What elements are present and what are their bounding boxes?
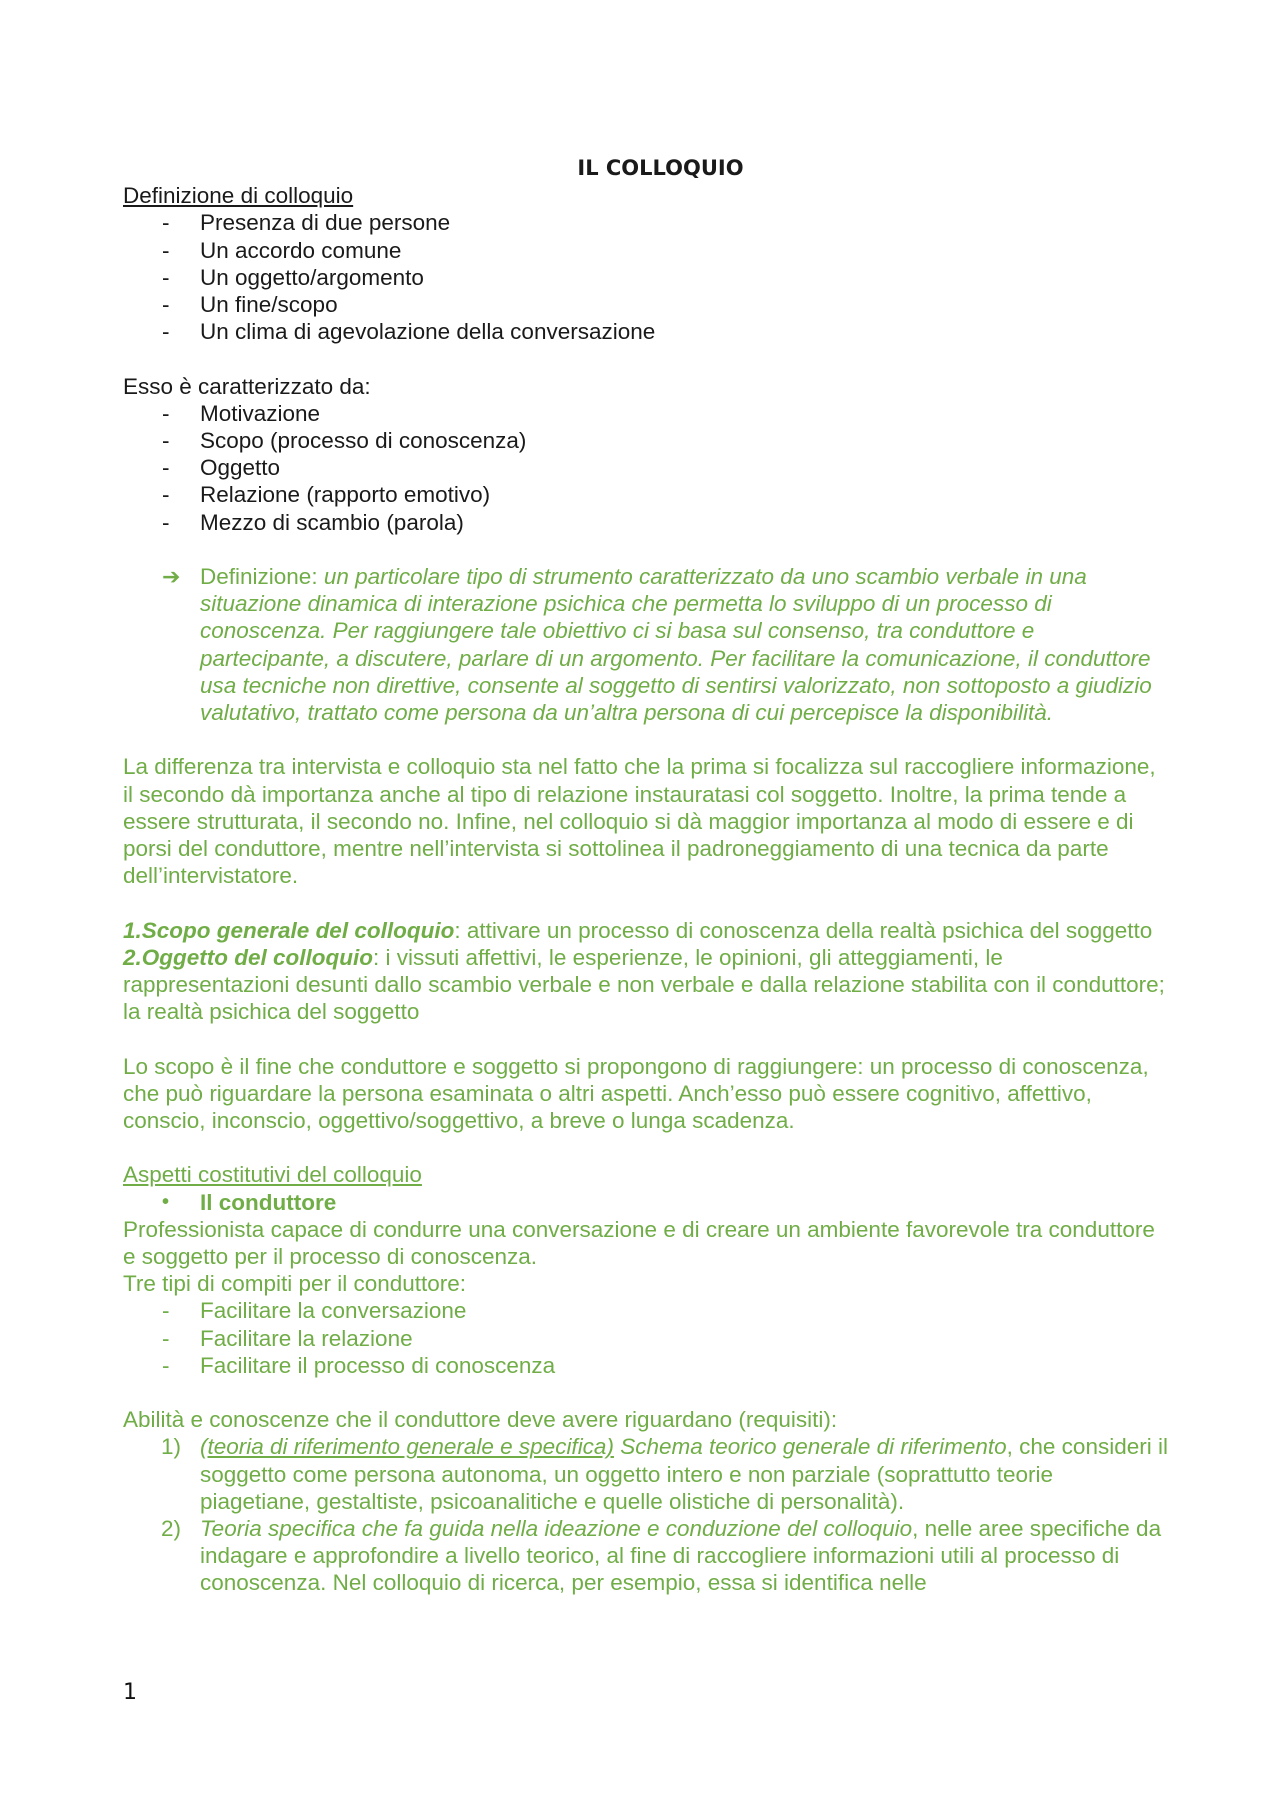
conduttore-description: Professionista capace di condurre una conversazione e di creare un ambiente favorevole tra conduttore e soggetto per il processo di conoscenza. <box>123 1216 1155 1270</box>
section-heading-definizione: Definizione di colloquio <box>123 183 354 209</box>
list-item: - Relazione (rapporto emotivo) <box>162 482 491 508</box>
bullet-icon: • <box>162 1190 170 1213</box>
list-item: - Un accordo comune <box>162 237 402 263</box>
page-number: 1 <box>123 1680 137 1705</box>
characteristics-list <box>123 400 1168 536</box>
abilita-list <box>123 1433 1168 1596</box>
scopo-paragraph: 1.Scopo generale del colloquio: attivare un processo di conoscenza della realtà psichica del soggetto <box>123 917 1153 943</box>
list-item: - Facilitare la conversazione <box>162 1298 467 1324</box>
list-item: - Motivazione <box>162 400 321 426</box>
list-item: 1) (teoria di riferimento generale e specifica) Schema teorico generale di riferimento, che consideri il soggetto come persona autonoma, un oggetto intero e non parziale (soprattutto teorie piagetiane, gestaltiste, psicoanalitiche e quelle olistiche di personalità). <box>161 1434 1168 1514</box>
page-title: IL COLLOQUIO <box>577 156 744 180</box>
tasks-list <box>123 1297 1168 1379</box>
abilita-intro: Abilità e conoscenze che il conduttore deve avere riguardano (requisiti): <box>123 1407 838 1433</box>
section-heading-aspetti: Aspetti costitutivi del colloquio <box>123 1162 422 1188</box>
list-item: - Presenza di due persone <box>162 210 451 236</box>
page-content <box>123 155 1168 1597</box>
list-item: - Oggetto <box>162 455 281 481</box>
conduttore-bullet-list <box>123 1189 1168 1216</box>
arrow-right-icon: ➔ <box>162 564 181 590</box>
list-item: 2) Teoria specifica che fa guida nella ideazione e conduzione del colloquio, nelle aree specifiche da indagare e approfondire a livello teorico, al fine di raccogliere informazioni utili al processo di conoscenza. Nel colloquio di ricerca, per esempio, essa si identifica nelle <box>161 1516 1162 1596</box>
list-item: - Un fine/scopo <box>162 292 338 318</box>
characteristics-intro: Esso è caratterizzato da: <box>123 373 371 399</box>
list-item: - Scopo (processo di conoscenza) <box>162 428 527 454</box>
list-item: - Facilitare il processo di conoscenza <box>162 1352 556 1378</box>
list-item: - Un oggetto/argomento <box>162 264 424 290</box>
definition-paragraph: ➔ Definizione: un particolare tipo di strumento caratterizzato da uno scambio verbale in una situazione dinamica di interazione psichica che permetta lo sviluppo di un processo di conoscenza. Per raggiungere tale obiettivo ci si basa sul consenso, tra conduttore e partecipante, a discutere, parlare di un argomento. Per facilitare la comunicazione, il conduttore usa tecniche non direttive, consente al soggetto di sentirsi valorizzato, non sottoposto a giudizio valutativo, trattato come persona da un’altra persona di cui percepisce la disponibilità. <box>162 564 1152 726</box>
list-item: • Il conduttore <box>162 1189 337 1215</box>
definition-list <box>123 209 1168 345</box>
definition-block <box>123 563 1168 726</box>
lo-scopo-paragraph: Lo scopo è il fine che conduttore e soggetto si propongono di raggiungere: un processo di conoscenza, che può riguardare la persona esaminata o altri aspetti. Anch’esso può essere cognitivo, affettivo, conscio, inconscio, oggettivo/soggettivo, a breve o lunga scadenza. <box>123 1053 1149 1134</box>
list-item: - Facilitare la relazione <box>162 1325 413 1351</box>
difference-paragraph: La differenza tra intervista e colloquio sta nel fatto che la prima si focalizza sul raccogliere informazione, il secondo dà importanza anche al tipo di relazione instauratasi col soggetto. Inoltre, la prima tende a essere strutturata, il secondo no. Infine, nel colloquio si dà maggior importanza al modo di essere e di porsi del conduttore, mentre nell’intervista si sottolinea il padroneggiamento di una tecnica da parte dell’intervistatore. <box>123 754 1156 889</box>
list-item: - Mezzo di scambio (parola) <box>162 509 464 535</box>
oggetto-paragraph: 2.Oggetto del colloquio: i vissuti affettivi, le esperienze, le opinioni, gli atteggiamenti, le rappresentazioni desunti dallo scambio verbale e non verbale e dalla relazione stabilita con il conduttore; la realtà psichica del soggetto <box>123 944 1165 1025</box>
list-item: - Un clima di agevolazione della conversazione <box>162 319 656 345</box>
tasks-intro: Tre tipi di compiti per il conduttore: <box>123 1271 467 1297</box>
